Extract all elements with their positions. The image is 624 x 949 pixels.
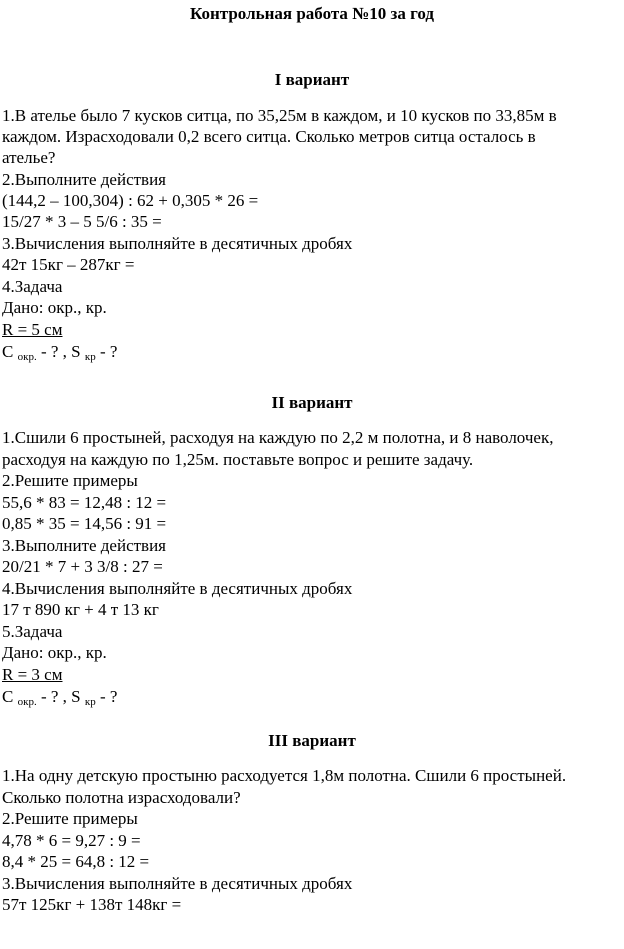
v2-c-subscript: окр.	[17, 696, 37, 708]
v1-c-subscript: окр.	[17, 351, 37, 363]
v1-radius-value: R = 5 см	[2, 320, 63, 339]
v2-task1-line1: 1.Сшили 6 простыней, расходуя на каждую по 2,2 м полотна, и 8 наволочек,	[2, 428, 554, 447]
v2-task4-expr: 17 т 890 кг + 4 т 13 кг	[2, 600, 159, 619]
v2-task2-expr1: 55,6 * 83 = 12,48 : 12 =	[2, 493, 167, 512]
v3-task3-expr: 57т 125кг + 138т 148кг =	[2, 895, 182, 914]
v2-radius-value: R = 3 см	[2, 665, 63, 684]
v2-s-subscript: кр	[84, 696, 96, 708]
variant-3-heading: III вариант	[268, 731, 356, 750]
v1-task2-expr2: 15/27 * 3 – 5 5/6 : 35 =	[2, 212, 162, 231]
v1-task2-heading: 2.Выполните действия	[2, 170, 166, 189]
v2-task5-given: Дано: окр., кр.	[2, 643, 107, 662]
variant-1-heading: I вариант	[274, 70, 350, 89]
v1-c-symbol: C	[2, 342, 14, 361]
v2-task4-heading: 4.Вычисления выполняйте в десятичных дробях	[2, 579, 353, 598]
v1-task1-line2: каждом. Израсходовали 0,2 всего ситца. Сколько метров ситца осталось в	[2, 127, 536, 146]
v1-task3-expr: 42т 15кг – 287кг =	[2, 255, 135, 274]
v2-c-symbol: C	[2, 687, 14, 706]
v3-task2-heading: 2.Решите примеры	[2, 809, 138, 828]
v1-task3-heading: 3.Вычисления выполняйте в десятичных дробях	[2, 234, 353, 253]
v2-formula-end: - ?	[99, 687, 118, 706]
v1-formula-end: - ?	[99, 342, 118, 361]
v1-task1-line3: ателье?	[2, 148, 56, 167]
v2-task2-expr2: 0,85 * 35 = 14,56 : 91 =	[2, 514, 167, 533]
v2-task3-heading: 3.Выполните действия	[2, 536, 166, 555]
v2-task1-line2: расходуя на каждую по 1,25м. поставьте вопрос и решите задачу.	[2, 450, 474, 469]
v2-task5-find	[2, 686, 622, 713]
v2-formula-mid: - ? , S	[40, 687, 81, 706]
v1-task4-radius	[2, 319, 622, 340]
variant-2-heading: II вариант	[271, 393, 353, 412]
v2-task5-heading: 5.Задача	[2, 622, 63, 641]
v1-task4-given: Дано: окр., кр.	[2, 298, 107, 317]
v1-formula-mid: - ? , S	[40, 342, 81, 361]
v1-task2-expr1: (144,2 – 100,304) : 62 + 0,305 * 26 =	[2, 191, 259, 210]
v2-task3-expr: 20/21 * 7 + 3 3/8 : 27 =	[2, 557, 163, 576]
v1-task1-line1: 1.В ателье было 7 кусков ситца, по 35,25м в каждом, и 10 кусков по 33,85м в	[2, 106, 557, 125]
v3-task3-heading: 3.Вычисления выполняйте в десятичных дробях	[2, 874, 353, 893]
v3-task2-expr2: 8,4 * 25 = 64,8 : 12 =	[2, 852, 150, 871]
v2-task2-heading: 2.Решите примеры	[2, 471, 138, 490]
v3-task2-expr1: 4,78 * 6 = 9,27 : 9 =	[2, 831, 141, 850]
page-title: Контрольная работа №10 за год	[190, 4, 434, 23]
v1-task4-heading: 4.Задача	[2, 277, 63, 296]
v3-task1-line2: Сколько полотна израсходовали?	[2, 788, 241, 807]
v3-task1-line1: 1.На одну детскую простыню расходуется 1,8м полотна. Сшили 6 простыней.	[2, 766, 567, 785]
v1-task4-find	[2, 341, 622, 368]
v2-task5-radius	[2, 664, 622, 685]
v1-s-subscript: кр	[84, 351, 96, 363]
